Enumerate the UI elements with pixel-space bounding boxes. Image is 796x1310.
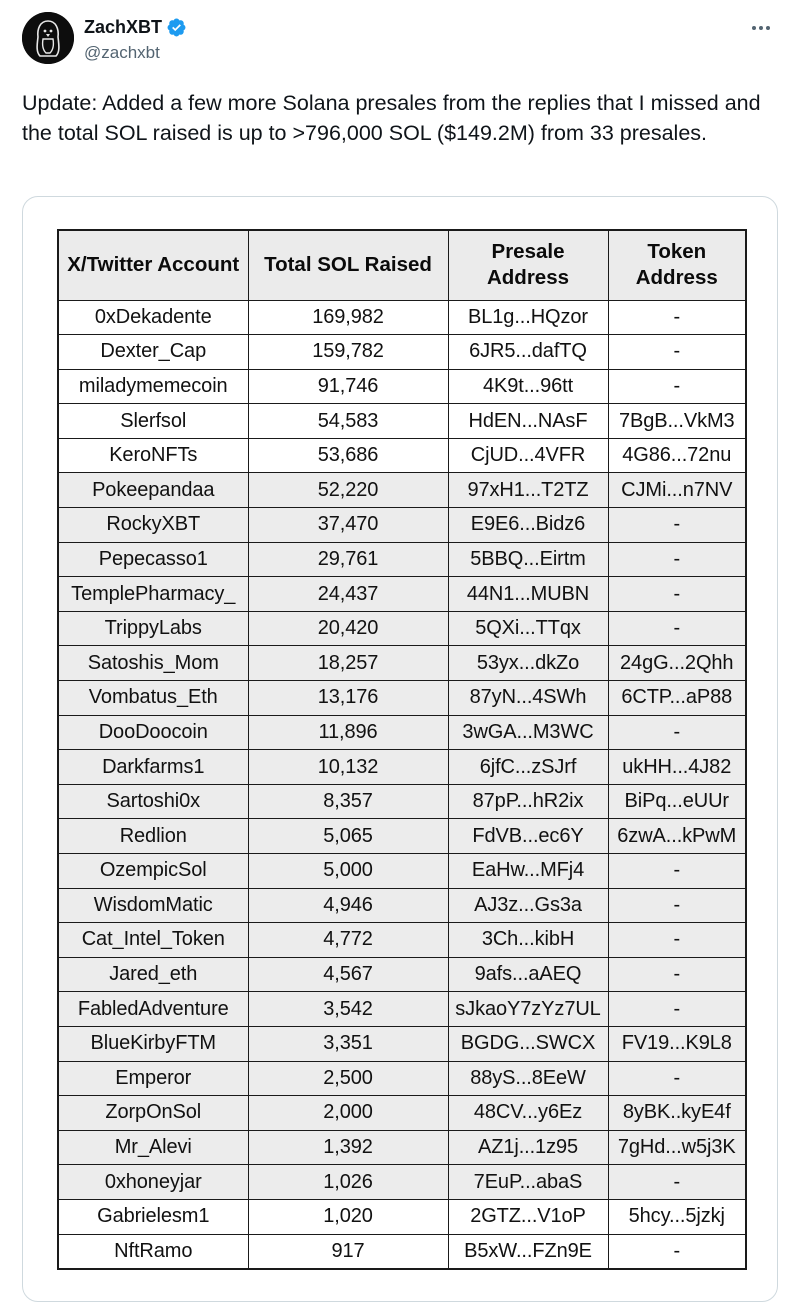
cell-account: Pepecasso1 (58, 542, 248, 577)
cell-total-sol: 4,567 (248, 957, 448, 992)
table-row (58, 438, 746, 473)
author-names (84, 16, 187, 63)
cell-total-sol: 18,257 (248, 646, 448, 681)
display-name[interactable]: ZachXBT (84, 16, 163, 37)
cell-total-sol: 52,220 (248, 473, 448, 508)
cell-token-address: - (608, 854, 746, 889)
cell-account: BlueKirbyFTM (58, 1026, 248, 1061)
table-row (58, 1199, 746, 1234)
cell-presale-address: 5QXi...TTqx (448, 611, 608, 646)
cell-presale-address: 3Ch...kibH (448, 923, 608, 958)
cell-total-sol: 4,772 (248, 923, 448, 958)
table-row (58, 473, 746, 508)
cell-account: TemplePharmacy_ (58, 577, 248, 612)
cell-presale-address: BL1g...HQzor (448, 300, 608, 335)
cell-token-address: - (608, 715, 746, 750)
table-row (58, 681, 746, 716)
cell-token-address: 6zwA...kPwM (608, 819, 746, 854)
table-row (58, 1234, 746, 1269)
cell-presale-address: 97xH1...T2TZ (448, 473, 608, 508)
cell-token-address: - (608, 542, 746, 577)
cell-token-address: - (608, 335, 746, 370)
penguin-avatar-icon (22, 12, 74, 64)
cell-presale-address: 48CV...y6Ez (448, 1096, 608, 1131)
cell-account: Jared_eth (58, 957, 248, 992)
cell-presale-address: 6JR5...dafTQ (448, 335, 608, 370)
header-total-sol: Total SOL Raised (248, 230, 448, 300)
cell-presale-address: 88yS...8EeW (448, 1061, 608, 1096)
cell-token-address: - (608, 1165, 746, 1200)
cell-total-sol: 10,132 (248, 750, 448, 785)
cell-token-address: 5hcy...5jzkj (608, 1199, 746, 1234)
table-row (58, 335, 746, 370)
cell-account: Dexter_Cap (58, 335, 248, 370)
cell-token-address: BiPq...eUUr (608, 784, 746, 819)
cell-token-address: 8yBK..kyE4f (608, 1096, 746, 1131)
tweet-header (22, 12, 782, 68)
table-row (58, 992, 746, 1027)
cell-account: Sartoshi0x (58, 784, 248, 819)
table-row (58, 750, 746, 785)
cell-token-address: - (608, 508, 746, 543)
table-header-row (58, 230, 746, 300)
cell-presale-address: 3wGA...M3WC (448, 715, 608, 750)
table-body (58, 300, 746, 1269)
cell-account: miladymemecoin (58, 369, 248, 404)
more-options-icon[interactable] (748, 18, 774, 38)
cell-token-address: CJMi...n7NV (608, 473, 746, 508)
cell-total-sol: 53,686 (248, 438, 448, 473)
cell-token-address: - (608, 992, 746, 1027)
table-row (58, 369, 746, 404)
cell-account: FabledAdventure (58, 992, 248, 1027)
cell-presale-address: 87yN...4SWh (448, 681, 608, 716)
cell-account: WisdomMatic (58, 888, 248, 923)
cell-presale-address: 9afs...aAEQ (448, 957, 608, 992)
cell-token-address: - (608, 1234, 746, 1269)
table-row (58, 715, 746, 750)
cell-presale-address: E9E6...Bidz6 (448, 508, 608, 543)
cell-account: Gabrielesm1 (58, 1199, 248, 1234)
table-row (58, 1096, 746, 1131)
cell-token-address: - (608, 300, 746, 335)
table-row (58, 888, 746, 923)
cell-presale-address: AJ3z...Gs3a (448, 888, 608, 923)
avatar[interactable] (22, 12, 74, 64)
cell-token-address: FV19...K9L8 (608, 1026, 746, 1061)
cell-presale-address: 2GTZ...V1oP (448, 1199, 608, 1234)
cell-account: NftRamo (58, 1234, 248, 1269)
cell-account: RockyXBT (58, 508, 248, 543)
cell-presale-address: 5BBQ...Eirtm (448, 542, 608, 577)
table-row (58, 646, 746, 681)
display-row (84, 16, 187, 38)
table-row (58, 611, 746, 646)
cell-token-address: 6CTP...aP88 (608, 681, 746, 716)
cell-account: 0xDekadente (58, 300, 248, 335)
cell-token-address: 7BgB...VkM3 (608, 404, 746, 439)
cell-total-sol: 2,500 (248, 1061, 448, 1096)
table-row (58, 819, 746, 854)
cell-total-sol: 11,896 (248, 715, 448, 750)
cell-presale-address: HdEN...NAsF (448, 404, 608, 439)
cell-presale-address: CjUD...4VFR (448, 438, 608, 473)
cell-total-sol: 3,351 (248, 1026, 448, 1061)
table-row (58, 542, 746, 577)
cell-presale-address: 87pP...hR2ix (448, 784, 608, 819)
cell-token-address: - (608, 923, 746, 958)
cell-account: KeroNFTs (58, 438, 248, 473)
presales-table (57, 229, 747, 1270)
cell-total-sol: 13,176 (248, 681, 448, 716)
cell-total-sol: 54,583 (248, 404, 448, 439)
table-row (58, 784, 746, 819)
table-row (58, 300, 746, 335)
cell-presale-address: FdVB...ec6Y (448, 819, 608, 854)
cell-total-sol: 1,392 (248, 1130, 448, 1165)
cell-total-sol: 5,065 (248, 819, 448, 854)
tweet-text: Update: Added a few more Solana presales from the replies that I missed and the total SOL raised is up to >796,000 SOL ($149.2M) from 33 presales. (22, 91, 761, 145)
cell-account: Emperor (58, 1061, 248, 1096)
cell-presale-address: AZ1j...1z95 (448, 1130, 608, 1165)
cell-total-sol: 20,420 (248, 611, 448, 646)
cell-total-sol: 169,982 (248, 300, 448, 335)
header-token-address: Token Address (608, 230, 746, 300)
cell-total-sol: 1,026 (248, 1165, 448, 1200)
cell-token-address: - (608, 957, 746, 992)
cell-account: Satoshis_Mom (58, 646, 248, 681)
cell-total-sol: 159,782 (248, 335, 448, 370)
cell-account: Cat_Intel_Token (58, 923, 248, 958)
cell-presale-address: EaHw...MFj4 (448, 854, 608, 889)
cell-presale-address: 4K9t...96tt (448, 369, 608, 404)
cell-account: Pokeepandaa (58, 473, 248, 508)
cell-account: DooDoocoin (58, 715, 248, 750)
cell-token-address: 24gG...2Qhh (608, 646, 746, 681)
table-row (58, 923, 746, 958)
cell-token-address: - (608, 888, 746, 923)
cell-presale-address: BGDG...SWCX (448, 1026, 608, 1061)
cell-presale-address: 53yx...dkZo (448, 646, 608, 681)
cell-account: Slerfsol (58, 404, 248, 439)
cell-account: TrippyLabs (58, 611, 248, 646)
cell-token-address: 4G86...72nu (608, 438, 746, 473)
cell-presale-address: 6jfC...zSJrf (448, 750, 608, 785)
header-account: X/Twitter Account (58, 230, 248, 300)
table-row (58, 957, 746, 992)
cell-account: 0xhoneyjar (58, 1165, 248, 1200)
cell-account: Redlion (58, 819, 248, 854)
cell-presale-address: B5xW...FZn9E (448, 1234, 608, 1269)
cell-total-sol: 37,470 (248, 508, 448, 543)
cell-token-address: - (608, 611, 746, 646)
cell-total-sol: 5,000 (248, 854, 448, 889)
cell-token-address: - (608, 369, 746, 404)
cell-token-address: ukHH...4J82 (608, 750, 746, 785)
table-row (58, 1026, 746, 1061)
handle[interactable]: @zachxbt (84, 43, 160, 62)
presales-table-wrap (57, 229, 745, 1270)
table-row (58, 508, 746, 543)
cell-account: Mr_Alevi (58, 1130, 248, 1165)
cell-total-sol: 4,946 (248, 888, 448, 923)
tweet-media-image[interactable] (22, 196, 778, 1302)
cell-total-sol: 2,000 (248, 1096, 448, 1131)
cell-total-sol: 24,437 (248, 577, 448, 612)
cell-total-sol: 1,020 (248, 1199, 448, 1234)
table-row (58, 1061, 746, 1096)
cell-account: Vombatus_Eth (58, 681, 248, 716)
cell-account: ZorpOnSol (58, 1096, 248, 1131)
cell-presale-address: 44N1...MUBN (448, 577, 608, 612)
cell-token-address: - (608, 1061, 746, 1096)
cell-total-sol: 29,761 (248, 542, 448, 577)
verified-badge-icon (166, 17, 187, 38)
table-row (58, 854, 746, 889)
cell-token-address: - (608, 577, 746, 612)
cell-account: Darkfarms1 (58, 750, 248, 785)
table-row (58, 577, 746, 612)
cell-presale-address: sJkaoY7zYz7UL (448, 992, 608, 1027)
table-row (58, 1130, 746, 1165)
table-row (58, 404, 746, 439)
cell-account: OzempicSol (58, 854, 248, 889)
table-row (58, 1165, 746, 1200)
cell-total-sol: 8,357 (248, 784, 448, 819)
cell-total-sol: 91,746 (248, 369, 448, 404)
header-presale-address: Presale Address (448, 230, 608, 300)
cell-presale-address: 7EuP...abaS (448, 1165, 608, 1200)
cell-token-address: 7gHd...w5j3K (608, 1130, 746, 1165)
cell-total-sol: 917 (248, 1234, 448, 1269)
cell-total-sol: 3,542 (248, 992, 448, 1027)
